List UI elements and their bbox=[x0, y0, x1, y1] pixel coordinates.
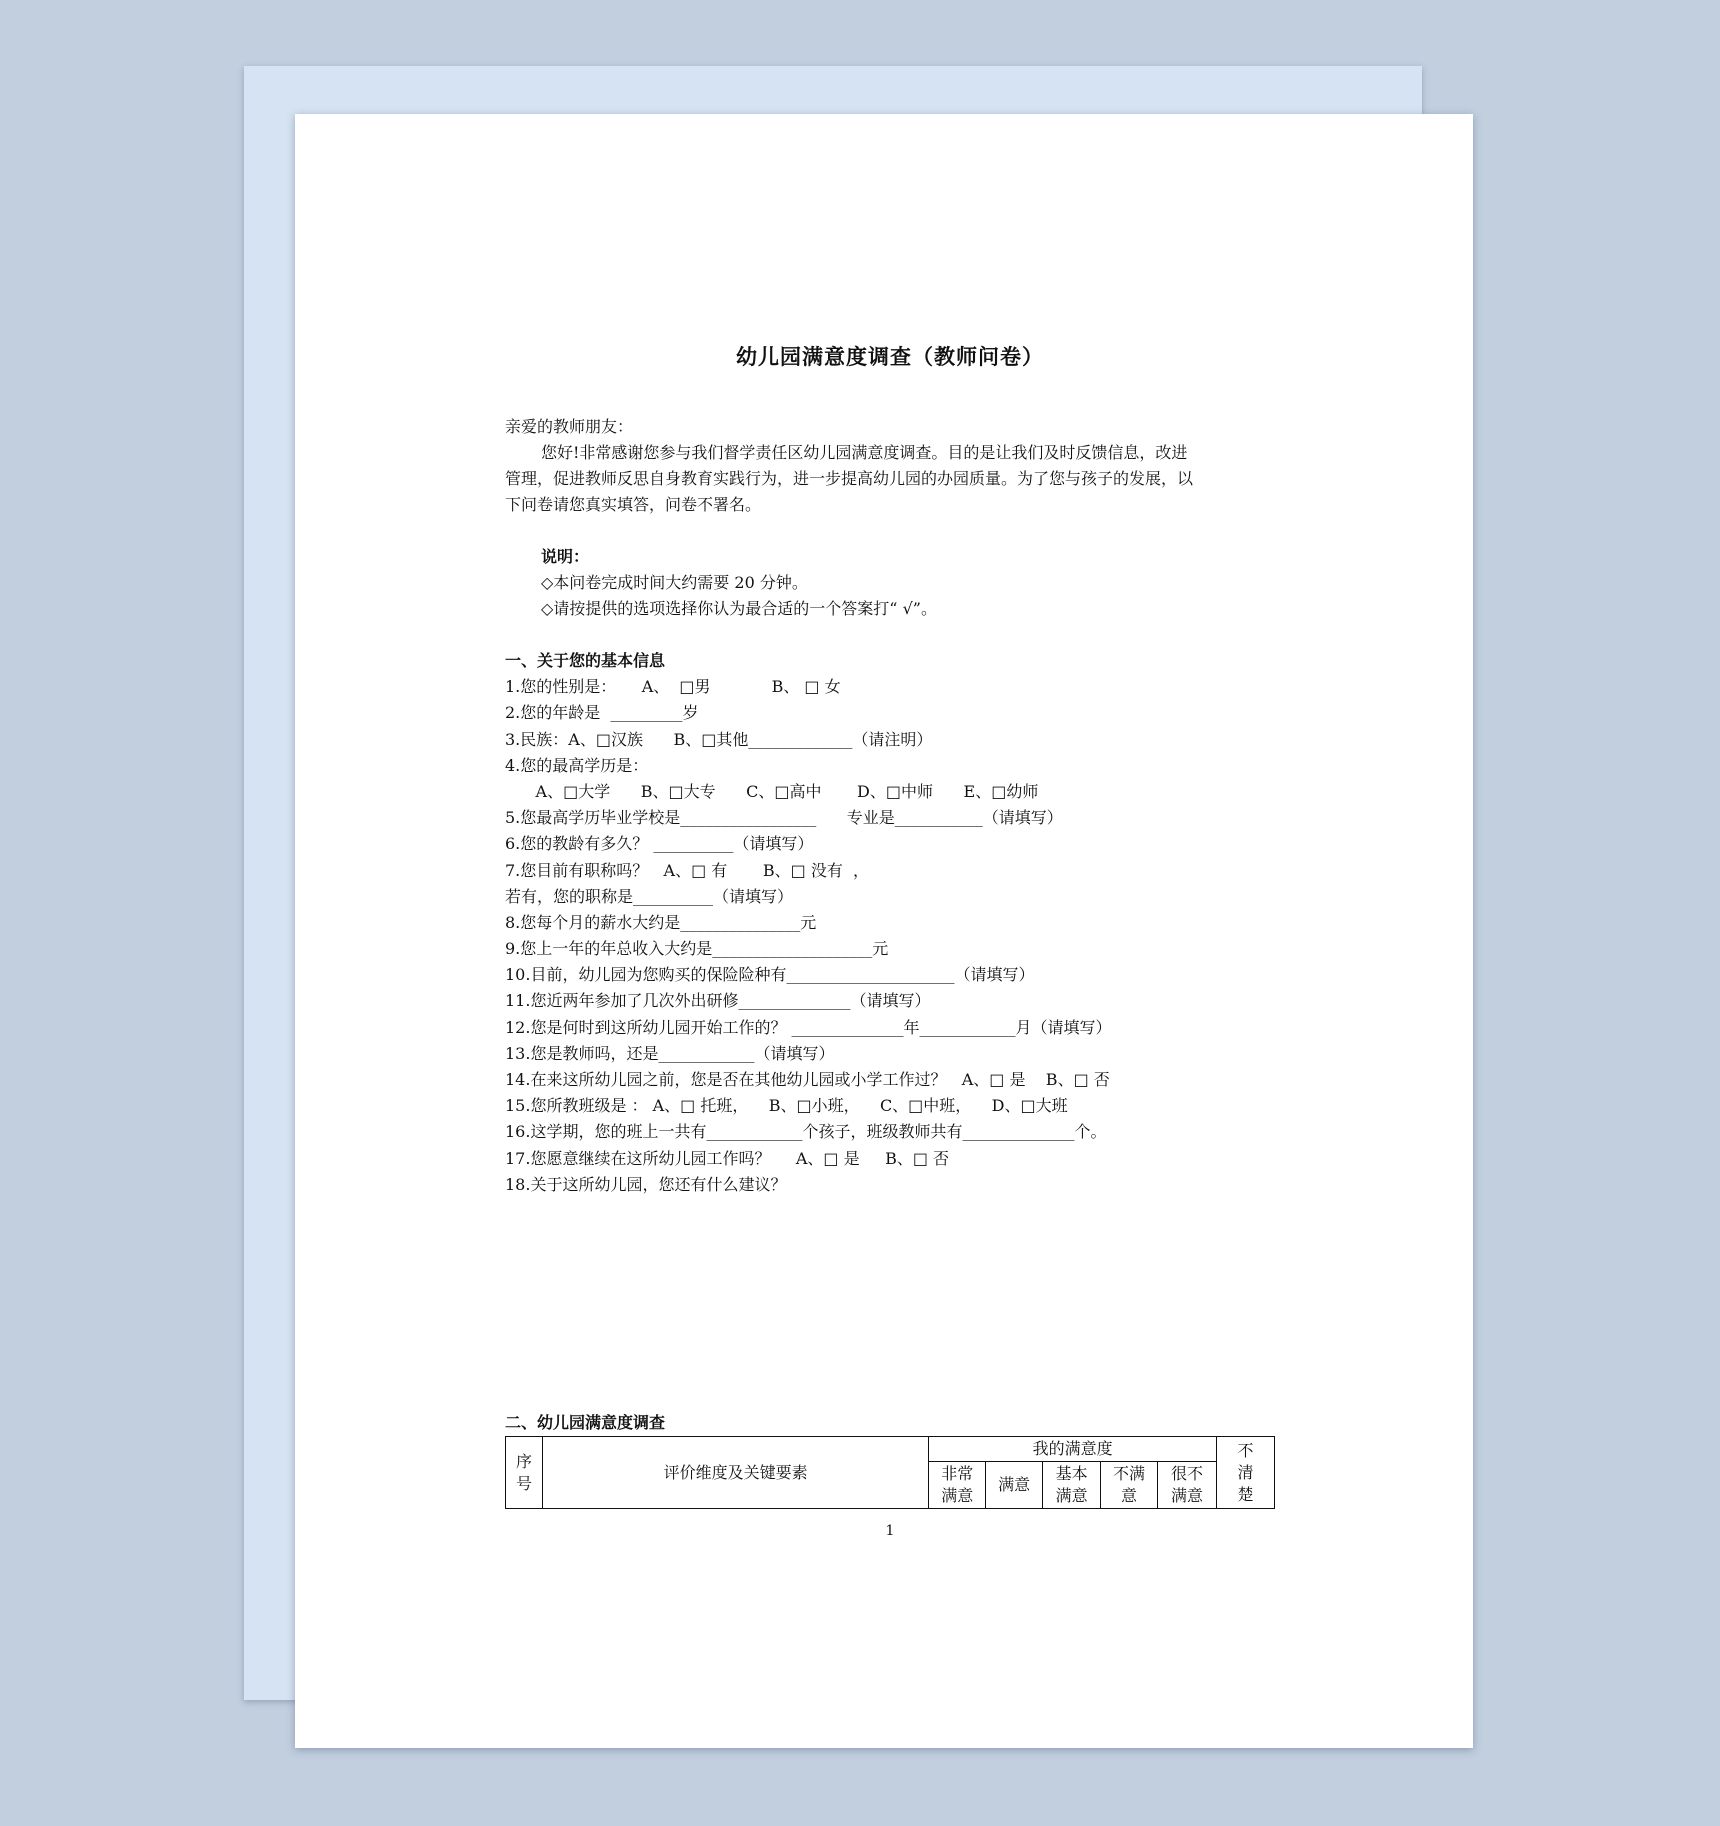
section-basic-info bbox=[505, 648, 1275, 1198]
header-rating-very-dissatisfied: 很不满意 bbox=[1158, 1462, 1217, 1509]
section-satisfaction bbox=[505, 1410, 1275, 1436]
question-2: 2.您的年龄是 _________岁 bbox=[505, 703, 699, 723]
page-title: 幼儿园满意度调查（教师问卷） bbox=[736, 344, 1044, 369]
header-rating-very-satisfied: 非常满意 bbox=[929, 1462, 986, 1509]
header-satisfaction-group: 我的满意度 bbox=[929, 1437, 1217, 1462]
question-3: 3.民族：A、□汉族 B、□其他_____________（请注明） bbox=[505, 729, 933, 749]
question-12: 12.您是何时到这所幼儿园开始工作的？ ______________年____________月（请填写） bbox=[505, 1017, 1112, 1037]
question-4: 4.您的最高学历是： bbox=[505, 755, 649, 775]
intro-line-2: 管理，促进教师反思自身教育实践行为，进一步提高幼儿园的办园质量。为了您与孩子的发展，以 bbox=[505, 469, 1194, 489]
header-index: 序号 bbox=[506, 1437, 543, 1509]
question-7: 7.您目前有职称吗？ A、□ 有 B、□ 没有 ， bbox=[505, 860, 870, 880]
question-6: 6.您的教龄有多久？ __________（请填写） bbox=[505, 834, 814, 854]
note-heading: 说明： bbox=[541, 547, 590, 566]
question-18: 18.关于这所幼儿园，您还有什么建议？ bbox=[505, 1174, 787, 1194]
question-13: 13.您是教师吗，还是____________（请填写） bbox=[505, 1043, 835, 1063]
section2-heading: 二、幼儿园满意度调查 bbox=[505, 1413, 666, 1432]
greeting bbox=[505, 414, 1275, 440]
page-number: 1 bbox=[885, 1523, 895, 1539]
question-8: 8.您每个月的薪水大约是_______________元 bbox=[505, 912, 817, 932]
intro-line-1: 您好!非常感谢您参与我们督学责任区幼儿园满意度调查。目的是让我们及时反馈信息，改进 bbox=[541, 443, 1188, 462]
question-10: 10.目前，幼儿园为您购买的保险险种有_____________________（请填写） bbox=[505, 965, 1035, 985]
notes bbox=[505, 544, 1275, 623]
document-page bbox=[295, 114, 1473, 1748]
header-rating-satisfied: 满意 bbox=[986, 1462, 1043, 1509]
table-header-row-1 bbox=[506, 1437, 1275, 1462]
note-line-1: ◇本问卷完成时间大约需要 20 分钟。 bbox=[541, 573, 808, 593]
question-5: 5.您最高学历毕业学校是_________________ 专业是___________（请填写） bbox=[505, 808, 1063, 828]
header-unclear: 不清楚 bbox=[1216, 1437, 1274, 1509]
header-item: 评价维度及关键要素 bbox=[542, 1437, 928, 1509]
question-14: 14.在来这所幼儿园之前，您是否在其他幼儿园或小学工作过？ A、□ 是 B、□ 否 bbox=[505, 1070, 1110, 1089]
question-17: 17.您愿意继续在这所幼儿园工作吗？ A、□ 是 B、□ 否 bbox=[505, 1148, 950, 1168]
intro-line-3: 下问卷请您真实填答，问卷不署名。 bbox=[505, 495, 762, 515]
question-4-options: A、□大学 B、□大专 C、□高中 D、□中师 E、□幼师 bbox=[505, 781, 1039, 801]
question-7-followup: 若有，您的职称是__________（请填写） bbox=[505, 886, 794, 906]
question-9: 9.您上一年的年总收入大约是____________________元 bbox=[505, 939, 889, 959]
satisfaction-table bbox=[505, 1436, 1275, 1509]
question-15: 15.您所教班级是 ： A、□ 托班， B、□小班， C、□中班， D、□大班 bbox=[505, 1096, 1068, 1116]
section1-heading: 一、关于您的基本信息 bbox=[505, 651, 666, 670]
intro-paragraph bbox=[505, 440, 1275, 519]
question-1: 1.您的性别是： A、 □男 B、 □ 女 bbox=[505, 677, 841, 697]
header-rating-basic: 基本满意 bbox=[1043, 1462, 1101, 1509]
question-16: 16.这学期，您的班上一共有____________个孩子，班级教师共有______________个。 bbox=[505, 1122, 1107, 1142]
header-rating-dissatisfied: 不满意 bbox=[1101, 1462, 1158, 1509]
greeting-text: 亲爱的教师朋友： bbox=[505, 417, 634, 436]
question-11: 11.您近两年参加了几次外出研修______________（请填写） bbox=[505, 991, 931, 1011]
note-line-2: ◇请按提供的选项选择你认为最合适的一个答案打“ √”。 bbox=[541, 599, 937, 619]
